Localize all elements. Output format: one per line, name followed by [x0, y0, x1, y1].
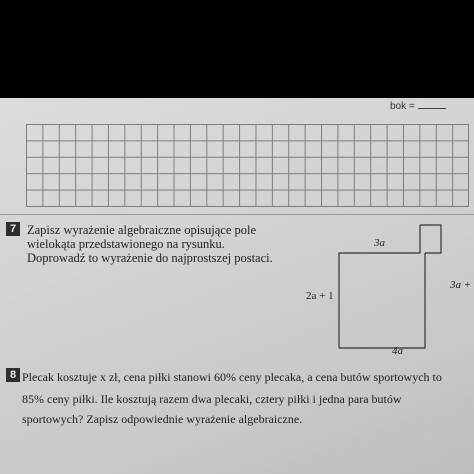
task-8-number-badge: 8 [6, 368, 20, 382]
task-7-line-2: wielokąta przedstawionego na rysunku. [27, 237, 225, 251]
task-8-line-1: Plecak kosztuje x zł, cena piłki stanowi 60% ceny plecaka, a cena butów sportowych to [22, 370, 442, 384]
bok-answer-field [390, 101, 446, 112]
task-8-line-2: 85% ceny piłki. Ile kosztują razem dwa plecaki, cztery piłki i jedna para butów [22, 392, 402, 406]
task-8-line-3: sportowych? Zapisz odpowiednie wyrażenie algebraiczne. [22, 412, 303, 426]
label-bottom-4a: 4a [392, 345, 403, 357]
worksheet-page [0, 98, 474, 474]
task-7-text [27, 223, 327, 265]
section-divider [0, 214, 474, 215]
polygon-figure [296, 223, 474, 357]
task-7-number-badge: 7 [6, 222, 20, 236]
label-top-3a: 3a [374, 237, 385, 249]
task-7-line-3: Doprowadź to wyrażenie do najprostszej postaci. [27, 251, 273, 265]
polygon-outline [296, 223, 474, 353]
answer-blank-line [418, 108, 446, 109]
label-right-3a-plus: 3a + [450, 279, 472, 291]
task-7-line-1: Zapisz wyrażenie algebraiczne opisujące pole [27, 223, 257, 237]
label-left-2a-plus-1: 2a + 1 [306, 290, 334, 302]
bok-label: bok = [390, 101, 415, 112]
squared-answer-grid [26, 124, 469, 207]
